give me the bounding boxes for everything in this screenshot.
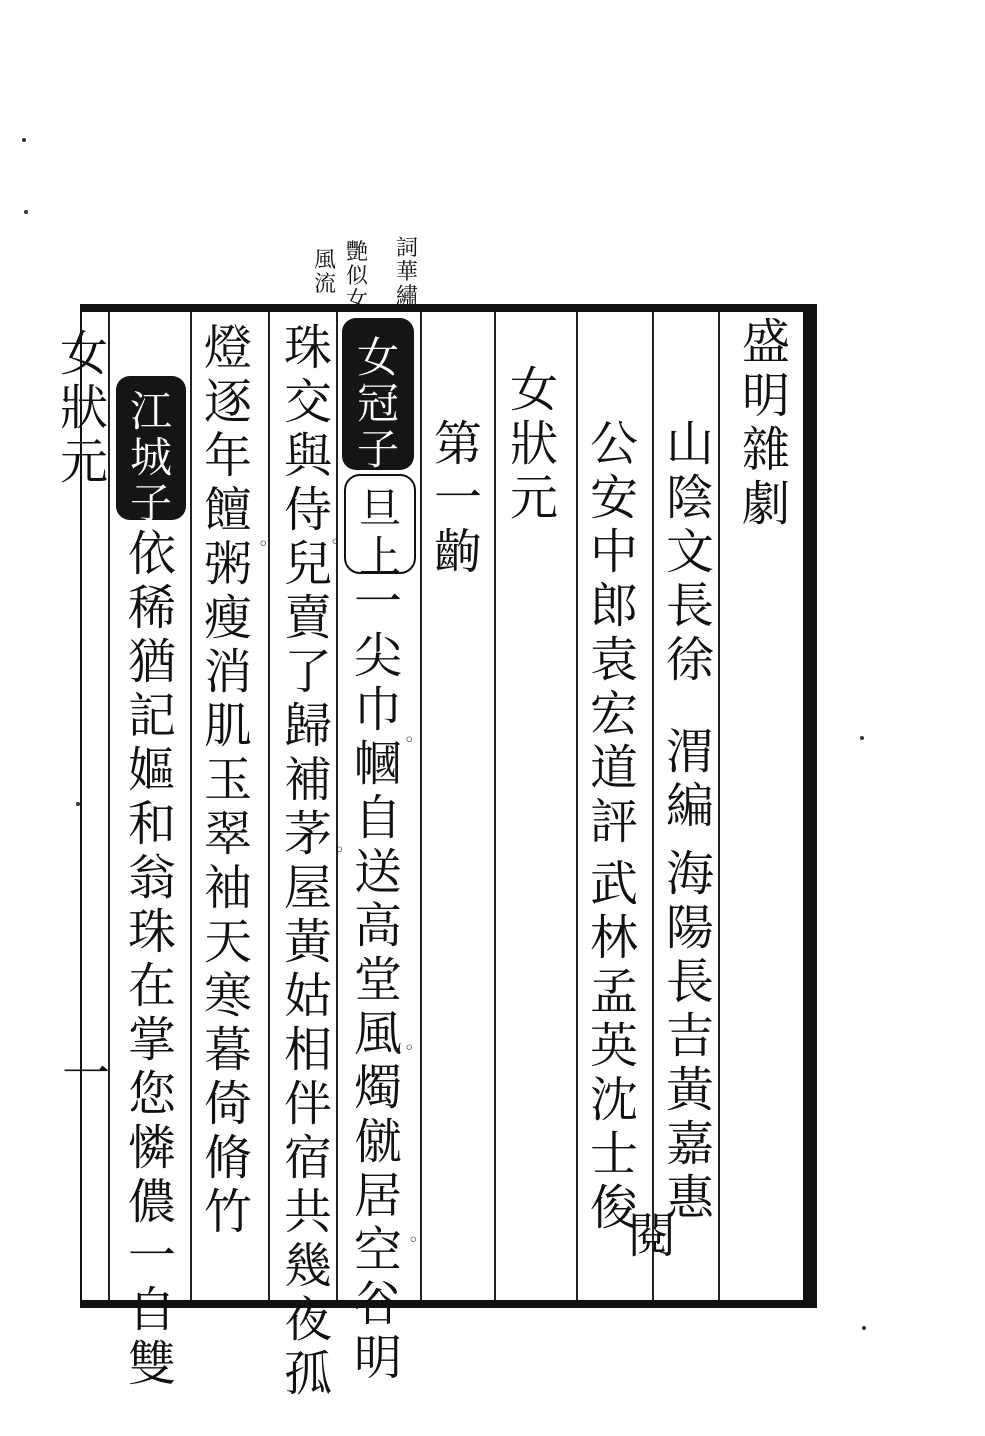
glyph: 武 xyxy=(589,856,638,912)
glyph: 雙 xyxy=(127,1336,176,1392)
tune-two-banner xyxy=(116,376,186,528)
column-rule xyxy=(652,312,654,1300)
glyph: 海 xyxy=(665,846,714,902)
lyric-line-2 xyxy=(280,320,336,1404)
glyph: 玉 xyxy=(203,752,252,808)
glyph: 了 xyxy=(283,644,332,700)
page-number xyxy=(62,1046,111,1104)
tune-name-banner xyxy=(342,318,414,474)
glyph: 您 xyxy=(127,1066,176,1122)
glyph: 閱 xyxy=(627,1208,676,1264)
glyph: 雜 xyxy=(741,422,790,478)
glyph: 燭 xyxy=(353,1060,402,1116)
paper-speck xyxy=(862,1326,866,1330)
glyph: 齣 xyxy=(433,524,482,580)
glyph: 嘉 xyxy=(665,1116,714,1172)
glyph: 編 xyxy=(665,778,714,834)
column-rule xyxy=(268,312,270,1300)
glyph: 憐 xyxy=(127,1120,176,1176)
glyph: 珠 xyxy=(127,904,176,960)
tune-two-line xyxy=(124,526,180,1394)
glyph: 掌 xyxy=(127,1012,176,1068)
glyph: 夜 xyxy=(283,1292,332,1348)
punctuation-mark: ◦ xyxy=(258,534,269,555)
frame-right-border xyxy=(803,304,817,1308)
glyph: 高 xyxy=(353,898,402,954)
glyph: 逐 xyxy=(203,374,252,430)
column-rule xyxy=(576,312,578,1300)
glyph: 翁 xyxy=(127,850,176,906)
glyph: 與 xyxy=(283,428,332,484)
lyric-line-3 xyxy=(200,320,256,1242)
glyph: 翠 xyxy=(203,806,252,862)
glyph: 儂 xyxy=(127,1174,176,1230)
glyph: 嫗 xyxy=(127,742,176,798)
glyph: 宏 xyxy=(589,686,638,742)
glyph: 艷 xyxy=(345,240,368,265)
glyph: 道 xyxy=(589,740,638,796)
glyph: 補 xyxy=(283,752,332,808)
glyph: 珠 xyxy=(283,320,332,376)
glyph: 暮 xyxy=(203,1022,252,1078)
glyph: 饘 xyxy=(203,482,252,538)
lyric-line-1 xyxy=(350,574,406,1388)
margin-note-col-2 xyxy=(344,242,370,314)
glyph: 評 xyxy=(589,794,638,850)
glyph: 女 xyxy=(356,333,399,382)
column-rule xyxy=(494,312,496,1300)
glyph: 稀 xyxy=(127,580,176,636)
margin-note-col-1 xyxy=(394,238,420,310)
glyph: 堂 xyxy=(353,952,402,1008)
glyph: 長 xyxy=(665,954,714,1010)
glyph: 歸 xyxy=(283,698,332,754)
glyph: 公 xyxy=(589,416,638,472)
glyph: 盛 xyxy=(741,314,790,370)
glyph: 賣 xyxy=(283,590,332,646)
glyph: 陽 xyxy=(665,900,714,956)
glyph: 屋 xyxy=(283,860,332,916)
glyph: 長 xyxy=(665,578,714,634)
glyph: 俊 xyxy=(589,1180,638,1236)
glyph: 子 xyxy=(129,479,172,528)
glyph: 沈 xyxy=(589,1072,638,1128)
glyph: 一 xyxy=(433,470,482,526)
glyph: 共 xyxy=(283,1184,332,1240)
glyph: 郎 xyxy=(589,578,638,634)
glyph: 伴 xyxy=(283,1076,332,1132)
glyph: 狀 xyxy=(60,380,109,436)
paper-speck xyxy=(24,210,28,214)
glyph: 猶 xyxy=(127,634,176,690)
glyph: 一 xyxy=(62,1046,111,1102)
glyph: 詞 xyxy=(395,236,418,261)
glyph: 尖 xyxy=(353,628,402,684)
glyph: 吉 xyxy=(665,1008,714,1064)
column-rule xyxy=(420,312,422,1300)
glyph: 粥 xyxy=(203,536,252,592)
glyph: 女 xyxy=(345,288,368,313)
glyph: 劇 xyxy=(741,476,790,532)
glyph: 姑 xyxy=(283,968,332,1024)
glyph: 士 xyxy=(589,1126,638,1182)
glyph: 風 xyxy=(353,1006,402,1062)
collection-title xyxy=(738,314,794,534)
glyph: 茅 xyxy=(283,806,332,862)
glyph: 似 xyxy=(345,264,368,289)
glyph: 繡 xyxy=(395,284,418,309)
glyph: 一 xyxy=(127,1228,176,1284)
column-rule xyxy=(718,312,720,1300)
glyph: 交 xyxy=(283,374,332,430)
punctuation-mark: ◦ xyxy=(334,840,345,861)
glyph: 孟 xyxy=(589,964,638,1020)
glyph: 子 xyxy=(356,425,399,474)
column-rule xyxy=(190,312,192,1300)
glyph: 送 xyxy=(353,844,402,900)
tune-name xyxy=(356,325,399,474)
frame-bottom-border xyxy=(80,1300,817,1308)
glyph: 空 xyxy=(353,1222,402,1278)
glyph: 巾 xyxy=(353,682,402,738)
author-name xyxy=(662,416,718,690)
glyph: 孤 xyxy=(283,1346,332,1402)
glyph: 明 xyxy=(353,1330,402,1386)
punctuation-mark: ◦ xyxy=(404,730,415,751)
glyph: 華 xyxy=(395,260,418,285)
glyph: 旦 xyxy=(358,484,401,533)
glyph: 和 xyxy=(127,796,176,852)
role-label xyxy=(358,476,401,581)
glyph: 幗 xyxy=(353,736,402,792)
glyph: 谷 xyxy=(353,1276,402,1332)
glyph: 幾 xyxy=(283,1238,332,1294)
glyph: 黃 xyxy=(665,1062,714,1118)
glyph: 僦 xyxy=(353,1114,402,1170)
glyph: 年 xyxy=(203,428,252,484)
glyph: 惠 xyxy=(665,1170,714,1226)
role-indicator-box xyxy=(344,474,416,581)
glyph: 天 xyxy=(203,914,252,970)
glyph: 記 xyxy=(127,688,176,744)
glyph: 上 xyxy=(358,532,401,581)
glyph: 江 xyxy=(129,387,172,436)
glyph: 風 xyxy=(313,248,336,273)
glyph: 城 xyxy=(129,433,172,482)
glyph: 相 xyxy=(283,1022,332,1078)
glyph: 英 xyxy=(589,1018,638,1074)
glyph: 瘦 xyxy=(203,590,252,646)
glyph: 兒 xyxy=(283,536,332,592)
glyph: 肌 xyxy=(203,698,252,754)
editor-line xyxy=(586,856,642,1238)
punctuation-mark: ◦ xyxy=(408,1230,419,1251)
glyph: 元 xyxy=(509,470,558,526)
glyph: 明 xyxy=(741,368,790,424)
collator-name xyxy=(662,846,718,1228)
play-title xyxy=(506,362,562,528)
glyph: 寒 xyxy=(203,968,252,1024)
glyph: 安 xyxy=(589,470,638,526)
glyph: 渭 xyxy=(665,724,714,780)
frame-top-border xyxy=(80,304,817,312)
glyph: 女 xyxy=(509,362,558,418)
glyph: 女 xyxy=(60,326,109,382)
glyph: 陰 xyxy=(665,470,714,526)
glyph: 林 xyxy=(589,910,638,966)
tune-two-name xyxy=(129,379,172,528)
punctuation-mark: ◦ xyxy=(404,1038,415,1059)
glyph: 袁 xyxy=(589,632,638,688)
glyph: 在 xyxy=(127,958,176,1014)
glyph: 居 xyxy=(353,1168,402,1224)
paper-speck xyxy=(22,138,26,142)
glyph: 自 xyxy=(127,1282,176,1338)
paper-speck xyxy=(860,736,864,740)
glyph: 燈 xyxy=(203,320,252,376)
glyph: 流 xyxy=(313,272,336,297)
glyph: 依 xyxy=(127,526,176,582)
glyph: 黃 xyxy=(283,914,332,970)
glyph: 冠 xyxy=(356,379,399,428)
glyph: 自 xyxy=(353,790,402,846)
glyph: 中 xyxy=(589,524,638,580)
glyph: 宿 xyxy=(283,1130,332,1186)
act-label xyxy=(430,416,486,582)
column-rule xyxy=(336,312,338,1300)
glyph: 元 xyxy=(60,434,109,490)
author-action xyxy=(662,724,718,836)
punctuation-mark: ◦ xyxy=(330,532,341,553)
glyph: 徐 xyxy=(665,632,714,688)
glyph: 倚 xyxy=(203,1076,252,1132)
glyph: 山 xyxy=(665,416,714,472)
glyph: 消 xyxy=(203,644,252,700)
glyph: 第 xyxy=(433,416,482,472)
paper-speck xyxy=(76,802,80,806)
glyph: 侍 xyxy=(283,482,332,538)
column-rule xyxy=(108,312,110,1300)
commentator-line xyxy=(586,416,642,852)
margin-note-col-3 xyxy=(312,250,338,298)
glyph: 一 xyxy=(353,574,402,630)
fold-title xyxy=(60,326,109,492)
glyph: 竹 xyxy=(203,1184,252,1240)
glyph: 狀 xyxy=(509,416,558,472)
glyph: 脩 xyxy=(203,1130,252,1186)
glyph: 文 xyxy=(665,524,714,580)
glyph: 袖 xyxy=(203,860,252,916)
